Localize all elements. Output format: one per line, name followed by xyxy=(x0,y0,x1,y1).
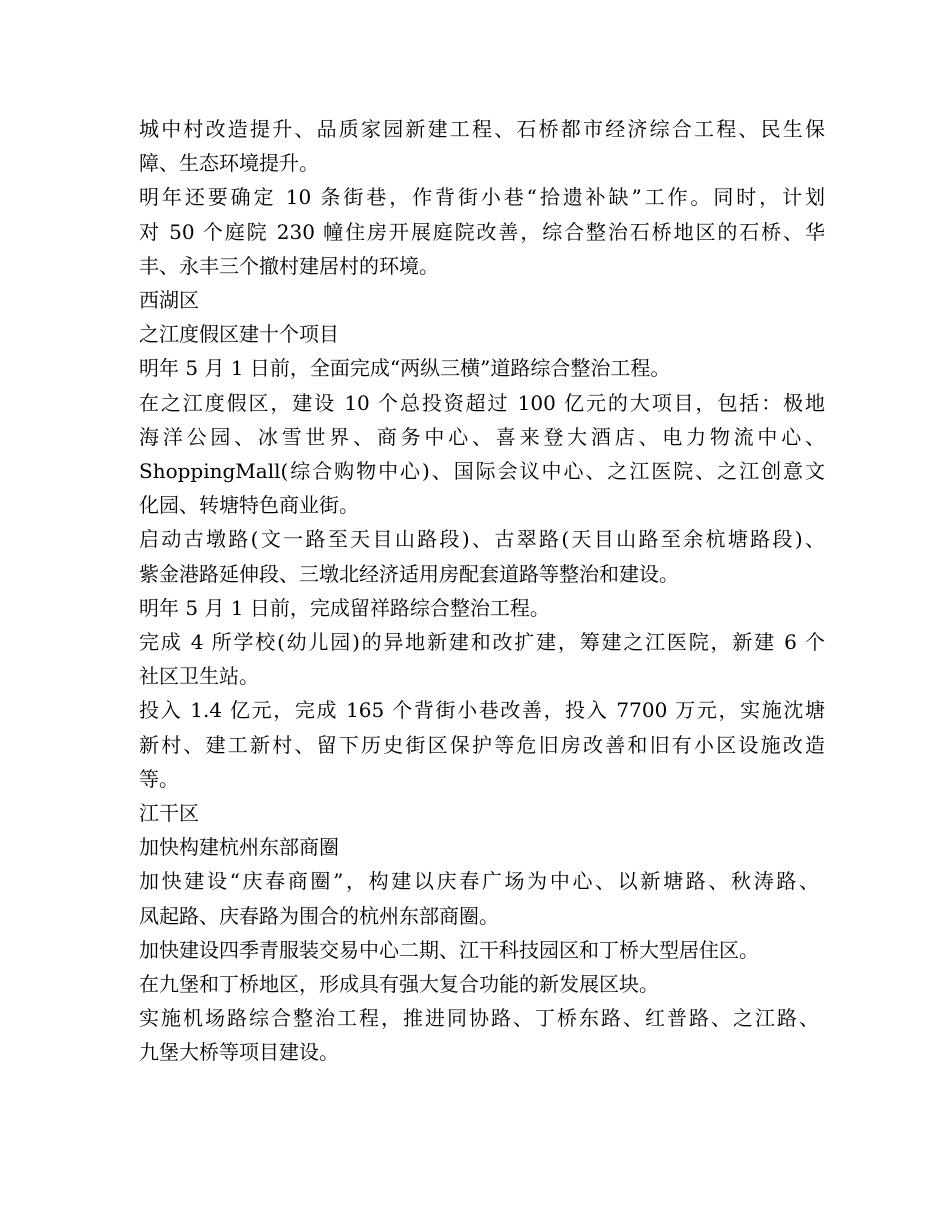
text-line: 加快建设“庆春商圈”，构建以庆春广场为中心、以新塘路、秋涛路、 xyxy=(139,869,819,894)
text-line: 明年 5 月 1 日前，完成留祥路综合整治工程。 xyxy=(139,595,550,620)
text-line: 投入 1.4 亿元，完成 165 个背街小巷改善，投入 7700 万元，实施沈塘 xyxy=(139,698,825,723)
text-line: 城中村改造提升、品质家园新建工程、石桥都市经济综合工程、民生保 xyxy=(139,117,825,141)
text-line: 启动古墩路(文一路至天目山路段)、古翠路(天目山路至余杭塘路段)、 xyxy=(139,527,825,552)
section-heading-xihu: 西湖区 xyxy=(139,288,199,313)
subsection-heading: 加快构建杭州东部商圈 xyxy=(139,835,339,860)
text-line: 完成 4 所学校(幼儿园)的异地新建和改扩建，筹建之江医院，新建 6 个 xyxy=(139,630,825,655)
text-line: 在九堡和丁桥地区，形成具有强大复合功能的新发展区块。 xyxy=(139,972,659,997)
text-line: 凤起路、庆春路为围合的杭州东部商圈。 xyxy=(139,903,499,928)
text-line: 实施机场路综合整治工程，推进同协路、丁桥东路、红普路、之江路、 xyxy=(139,1006,819,1031)
text-line: ShoppingMall(综合购物中心)、国际会议中心、之江医院、之江创意文 xyxy=(139,459,825,484)
text-line: 加快建设四季青服装交易中心二期、江干科技园区和丁桥大型居住区。 xyxy=(139,937,759,962)
text-line: 社区卫生站。 xyxy=(139,664,259,689)
subsection-heading: 之江度假区建十个项目 xyxy=(139,322,339,347)
text-line: 明年 5 月 1 日前，全面完成“两纵三横”道路综合整治工程。 xyxy=(139,356,671,381)
text-line: 丰、永丰三个撤村建居村的环境。 xyxy=(139,253,439,278)
text-line: 明年还要确定 10 条街巷，作背街小巷“拾遗补缺”工作。同时，计划 xyxy=(139,185,825,210)
text-line: 紫金港路延伸段、三墩北经济适用房配套道路等整治和建设。 xyxy=(139,561,679,586)
text-line: 化园、转塘特色商业街。 xyxy=(139,493,359,518)
text-line: 九堡大桥等项目建设。 xyxy=(139,1040,339,1065)
section-heading-jianggan: 江干区 xyxy=(139,801,199,826)
text-line: 海洋公园、冰雪世界、商务中心、喜来登大酒店、电力物流中心、 xyxy=(139,424,825,449)
text-line: 等。 xyxy=(139,766,179,791)
text-line: 障、生态环境提升。 xyxy=(139,151,319,176)
document-body xyxy=(139,112,829,1070)
text-line: 对 50 个庭院 230 幢住房开展庭院改善，综合整治石桥地区的石桥、华 xyxy=(139,219,825,244)
text-line: 在之江度假区，建设 10 个总投资超过 100 亿元的大项目，包括：极地 xyxy=(139,390,825,415)
text-line: 新村、建工新村、留下历史街区保护等危旧房改善和旧有小区设施改造 xyxy=(139,732,825,757)
